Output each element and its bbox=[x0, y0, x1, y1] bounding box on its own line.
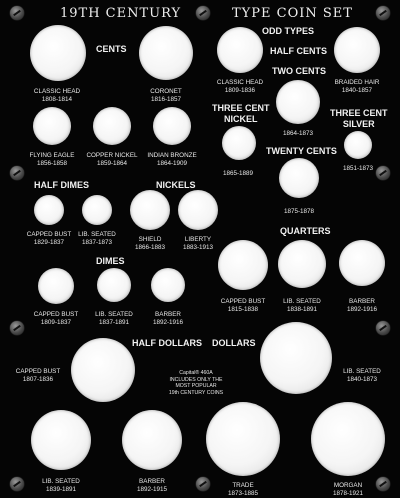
coin-label: 1851-1873 bbox=[342, 165, 374, 172]
coin-label: CAPPED BUST 1807-1836 bbox=[15, 368, 61, 383]
header-two-cents: TWO CENTS bbox=[272, 66, 326, 76]
coin-label: SHIELD 1866-1883 bbox=[134, 236, 166, 251]
header-dimes: DIMES bbox=[96, 256, 125, 266]
coin-label: 1864-1873 bbox=[282, 130, 314, 137]
coin-slot bbox=[130, 190, 170, 230]
subtitle: ODD TYPES bbox=[262, 26, 315, 36]
screw-icon bbox=[376, 477, 390, 491]
coin-label: LIBERTY 1883-1913 bbox=[182, 236, 214, 251]
coin-slot bbox=[344, 131, 372, 159]
coin-label: BARBER 1892-1916 bbox=[346, 298, 378, 313]
coin-slot bbox=[217, 27, 263, 73]
coin-label: 1875-1878 bbox=[283, 208, 315, 215]
coin-slot bbox=[279, 158, 319, 198]
coin-slot bbox=[334, 27, 380, 73]
coin-slot bbox=[38, 268, 74, 304]
coin-label: INDIAN BRONZE 1864-1909 bbox=[147, 152, 197, 167]
screw-icon bbox=[376, 166, 390, 180]
header-half-dimes: HALF DIMES bbox=[34, 180, 89, 190]
coin-slot bbox=[222, 126, 256, 160]
coin-label: CAPPED BUST 1809-1837 bbox=[33, 311, 79, 326]
coin-label: LIB. SEATED 1837-1891 bbox=[95, 311, 133, 326]
coin-slot bbox=[71, 338, 135, 402]
coin-slot bbox=[97, 268, 131, 302]
coin-label: LIB. SEATED 1837-1873 bbox=[78, 231, 116, 246]
title-right: TYPE COIN SET bbox=[232, 6, 353, 21]
coin-slot bbox=[218, 240, 268, 290]
coin-slot bbox=[30, 25, 86, 81]
coin-label: BRAIDED HAIR 1840-1857 bbox=[334, 79, 380, 94]
coin-slot bbox=[33, 107, 71, 145]
coin-label: LIB. SEATED 1840-1873 bbox=[343, 368, 381, 383]
coin-slot bbox=[34, 195, 64, 225]
header-twenty-cents: TWENTY CENTS bbox=[266, 146, 337, 156]
coin-label: BARBER 1892-1915 bbox=[136, 478, 168, 493]
coin-slot bbox=[139, 26, 193, 80]
coin-label: CAPPED BUST 1815-1838 bbox=[220, 298, 266, 313]
product-note: Capital® 460A INCLUDES ONLY THE MOST POPULAR 19th CENTURY COINS bbox=[168, 370, 224, 396]
coin-slot bbox=[339, 240, 385, 286]
coin-label: CLASSIC HEAD 1809-1836 bbox=[216, 79, 264, 94]
coin-slot bbox=[178, 190, 218, 230]
coin-label: TRADE 1873-1885 bbox=[227, 482, 259, 497]
coin-slot bbox=[276, 80, 320, 124]
coin-label: LIB. SEATED 1838-1891 bbox=[283, 298, 321, 313]
screw-icon bbox=[376, 321, 390, 335]
screw-icon bbox=[10, 166, 24, 180]
coin-slot bbox=[31, 410, 91, 470]
screw-icon bbox=[10, 6, 24, 20]
coin-slot bbox=[278, 240, 326, 288]
header-three-cent-nickel: THREE CENT NICKEL bbox=[212, 103, 270, 124]
coin-slot bbox=[151, 268, 185, 302]
screw-icon bbox=[196, 6, 210, 20]
coin-slot bbox=[122, 410, 182, 470]
screw-icon bbox=[196, 477, 210, 491]
coin-slot bbox=[311, 402, 385, 476]
coin-label: CORONET 1816-1857 bbox=[150, 88, 182, 103]
header-nickels: NICKELS bbox=[156, 180, 196, 190]
header-cents: CENTS bbox=[96, 44, 127, 54]
coin-slot bbox=[260, 322, 332, 394]
screw-icon bbox=[10, 477, 24, 491]
header-quarters: QUARTERS bbox=[280, 226, 331, 236]
title-left: 19TH CENTURY bbox=[60, 6, 182, 21]
header-half-dollars: HALF DOLLARS bbox=[132, 338, 202, 348]
header-three-cent-silver: THREE CENT SILVER bbox=[330, 108, 388, 129]
coin-label: MORGAN 1878-1921 bbox=[332, 482, 364, 497]
coin-label: BARBER 1892-1916 bbox=[152, 311, 184, 326]
coin-label: COPPER NICKEL 1859-1864 bbox=[86, 152, 138, 167]
header-dollars: DOLLARS bbox=[212, 338, 256, 348]
coin-slot bbox=[153, 107, 191, 145]
header-half-cents: HALF CENTS bbox=[270, 46, 327, 56]
screw-icon bbox=[376, 6, 390, 20]
coin-label: LIB. SEATED 1839-1891 bbox=[42, 478, 80, 493]
coin-label: CAPPED BUST 1829-1837 bbox=[26, 231, 72, 246]
coin-slot bbox=[206, 402, 280, 476]
coin-label: FLYING EAGLE 1856-1858 bbox=[29, 152, 75, 167]
screw-icon bbox=[10, 321, 24, 335]
coin-label: 1865-1889 bbox=[222, 170, 254, 177]
coin-label: CLASSIC HEAD 1808-1814 bbox=[33, 88, 81, 103]
coin-slot bbox=[93, 107, 131, 145]
coin-slot bbox=[82, 195, 112, 225]
